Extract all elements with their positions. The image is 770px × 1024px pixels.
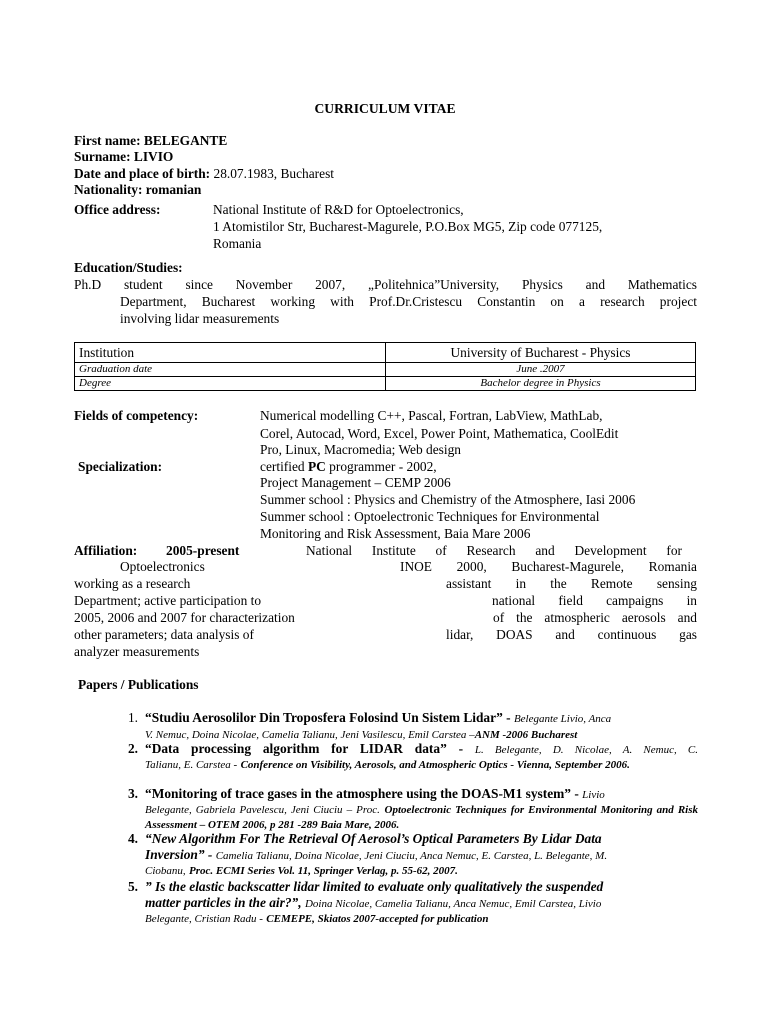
surname-value: LIVIO (133, 149, 174, 164)
office-line-3: Romania (213, 236, 262, 251)
paper-number: 4. (127, 831, 138, 846)
affiliation-period: 2005-present (166, 543, 240, 558)
affiliation-left-1: Optoelectronics (120, 559, 205, 574)
surname-label: Surname: (74, 149, 131, 164)
specialization-line-2: Project Management – CEMP 2006 (260, 475, 451, 490)
paper-title: ” Is the elastic backscatter lidar limited to evaluate only qualitatively the suspended (145, 879, 604, 894)
nationality-value: romanian (145, 182, 202, 197)
institution-value: University of Bucharest - Physics (386, 343, 696, 363)
table-row (75, 363, 696, 377)
paper-number: 3. (127, 786, 138, 801)
affiliation-right-3: assistant in the Remote sensing (446, 576, 697, 591)
affiliation-right-4: national field campaigns in (492, 593, 697, 608)
competency-line-2: Corel, Autocad, Word, Excel, Power Point, Mathematica, CoolEdit (260, 426, 619, 441)
paper-authors: Belegante Livio, Anca (513, 713, 612, 725)
first-name-value: BELEGANTE (143, 133, 228, 148)
specialization-line-3: Summer school : Physics and Chemistry of the Atmosphere, Iasi 2006 (260, 492, 636, 507)
affiliation-right-6: lidar, DOAS and continuous gas (446, 627, 697, 642)
specialization-line-5: Monitoring and Risk Assessment, Baia Mare 2006 (260, 526, 531, 541)
competency-line-3: Pro, Linux, Macromedia; Web design (260, 442, 461, 457)
phd-line-2: Department, Bucharest working with Prof.Dr.Cristescu Constantin on a research project (120, 294, 697, 309)
table-row (75, 377, 696, 391)
dob-value: 28.07.1983, Bucharest (213, 166, 334, 181)
competency-line-1: Numerical modelling C++, Pascal, Fortran, LabView, MathLab, (260, 408, 603, 423)
degree-value: Bachelor degree in Physics (386, 377, 696, 391)
education-heading: Education/Studies: (74, 260, 183, 275)
affiliation-label: Affiliation: (74, 543, 138, 558)
nationality-row (74, 182, 201, 198)
paper-title: “Data processing algorithm for LIDAR data” - (145, 741, 464, 756)
affiliation-left-5: other parameters; data analysis of (74, 627, 254, 642)
paper-number: 2. (127, 741, 138, 756)
paper-number: 5. (127, 879, 138, 894)
specialization-label: Specialization: (78, 459, 163, 474)
affiliation-right-2: INOE 2000, Bucharest-Magurele, Romania (400, 559, 697, 574)
affiliation-left-6: analyzer measurements (74, 644, 200, 659)
degree-label: Degree (75, 377, 386, 391)
paper-venue: Conference on Visibility, Aerosols, and Atmospheric Optics - Vienna, September 2006. (240, 759, 630, 771)
paper-authors: Camelia Talianu, Doina Nicolae, Jeni Ciuciu, Anca Nemuc, E. Carstea, L. Belegante, M. (215, 850, 608, 862)
papers-heading: Papers / Publications (78, 677, 199, 692)
dob-label: Date and place of birth: (74, 166, 211, 181)
phd-line-3: involving lidar measurements (120, 311, 280, 326)
office-line-1: National Institute of R&D for Optoelectronics, (213, 202, 464, 217)
paper-title: “New Algorithm For The Retrieval Of Aerosol’s Optical Parameters By Lidar Data (145, 831, 602, 846)
nationality-label: Nationality: (74, 182, 143, 197)
paper-authors: Livio (582, 789, 605, 801)
paper-authors: L. Belegante, D. Nicolae, A. Nemuc, C. (474, 744, 698, 756)
affiliation-right-5: of the atmospheric aerosols and (493, 610, 697, 625)
affiliation-left-2: working as a research (74, 576, 191, 591)
table-row (75, 343, 696, 363)
paper-title: “Monitoring of trace gases in the atmosphere using the DOAS-M1 system” - (145, 786, 579, 801)
specialization-line-1: certified PC programmer - 2002, (260, 459, 437, 474)
dob-row (74, 166, 334, 182)
page-title: CURRICULUM VITAE (314, 101, 456, 116)
phd-line-1: Ph.D student since November 2007, „Politehnica”University, Physics and Mathematics (74, 277, 697, 292)
affiliation-left-4: 2005, 2006 and 2007 for characterization (74, 610, 295, 625)
office-label: Office address: (74, 202, 161, 217)
graduation-value: June .2007 (386, 363, 696, 377)
education-table (74, 342, 696, 391)
institution-label: Institution (75, 343, 386, 363)
paper-number: 1. (127, 710, 138, 725)
specialization-line-4: Summer school : Optoelectronic Techniques for Environmental (260, 509, 600, 524)
paper-venue: CEMEPE, Skiatos 2007-accepted for publication (266, 913, 489, 925)
first-name-label: First name: (74, 133, 141, 148)
paper-venue: Proc. ECMI Series Vol. 11, Springer Verlag, p. 55-62, 2007. (189, 865, 458, 877)
paper-authors: Doina Nicolae, Camelia Talianu, Anca Nemuc, Emil Carstea, Livio (304, 898, 602, 910)
paper-venue: ANM -2006 Bucharest (474, 729, 578, 741)
office-line-2: 1 Atomistilor Str, Bucharest-Magurele, P.O.Box MG5, Zip code 077125, (213, 219, 603, 234)
first-name-row (74, 133, 227, 149)
paper-title: “Studiu Aerosolilor Din Troposfera Folosind Un Sistem Lidar” - (145, 710, 511, 725)
competency-label: Fields of competency: (74, 408, 199, 423)
surname-row (74, 149, 173, 165)
graduation-label: Graduation date (75, 363, 386, 377)
affiliation-right-1: National Institute of Research and Development for (306, 543, 682, 558)
paper-venue: Optoelectronic Techniques for Environmental Monitoring and Risk Assessment – OTEM 2006, p 281 -289 Baia Mare, 2006. (145, 804, 698, 831)
affiliation-left-3: Department; active participation to (74, 593, 262, 608)
